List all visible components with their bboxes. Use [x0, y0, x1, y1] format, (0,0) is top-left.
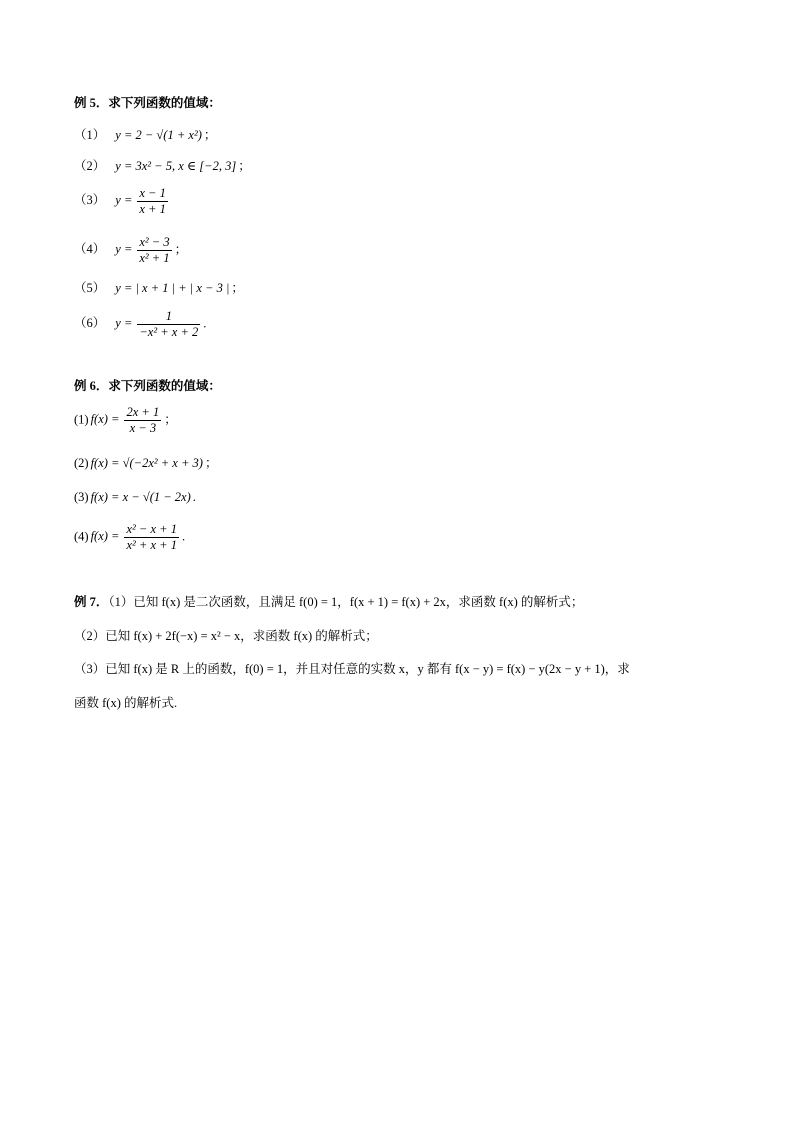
- item-tail: ；: [231, 281, 244, 295]
- numerator: 1: [137, 309, 200, 325]
- example-6-title: 例 6．求下列函数的值域：: [74, 379, 221, 393]
- item-tail: ；: [203, 128, 217, 142]
- formula: f(x) = x − √(1 − 2x): [90, 490, 191, 504]
- formula-lhs: y =: [115, 193, 133, 208]
- fraction: [137, 186, 167, 217]
- item-label: （5）: [74, 281, 106, 295]
- fraction: [124, 405, 161, 436]
- denominator: x² + 1: [139, 251, 170, 265]
- formula-lhs: y =: [115, 242, 133, 257]
- part-1-text: （1）已知 f(x) 是二次函数，且满足 f(0) = 1，f(x + 1) = f(x) + 2x，求函数 f(x) 的解析式；: [108, 595, 584, 609]
- numerator: x² − x + 1: [126, 522, 177, 536]
- example-7-title: 例 7．: [74, 595, 109, 609]
- item-tail: ；: [238, 159, 251, 173]
- item-label: (2): [74, 456, 89, 470]
- item-label: （3）: [74, 193, 106, 208]
- ex7-part-3: （3）已知 f(x) 是 R 上的函数，f(0) = 1，并且对任意的实数 x，y 都有 f(x − y) = f(x) − y(2x − y + 1)，求: [74, 662, 630, 676]
- item-label: （1）: [74, 128, 106, 142]
- numerator: x² − 3: [139, 235, 170, 249]
- fraction: [137, 235, 171, 266]
- ex5-item-5: [74, 282, 244, 295]
- item-tail: .: [192, 490, 196, 504]
- ex7-part-2: （2）已知 f(x) + 2f(−x) = x² − x，求函数 f(x) 的解析式；: [74, 629, 378, 643]
- item-tail: ；: [174, 242, 188, 257]
- denominator: x + 1: [139, 202, 166, 216]
- formula: y = 2 − √(1 + x²): [115, 128, 202, 142]
- formula-lhs: f(x) =: [90, 529, 120, 544]
- ex7-part-3-continued: 函数 f(x) 的解析式.: [74, 696, 178, 710]
- ex5-item-2: [74, 160, 251, 173]
- numerator: x − 1: [139, 186, 166, 200]
- item-tail: .: [203, 316, 207, 331]
- example-5-title: 例 5．求下列函数的值域：: [74, 96, 221, 110]
- ex6-item-4: [74, 522, 185, 553]
- item-label: （2）: [74, 159, 106, 173]
- item-tail: .: [181, 529, 186, 544]
- ex5-item-4: [74, 235, 187, 266]
- formula: y = 3x² − 5, x ∈ [−2, 3]: [115, 159, 237, 173]
- ex6-item-2: [74, 457, 217, 470]
- item-label: （6）: [74, 316, 106, 331]
- item-label: (4): [74, 529, 89, 544]
- fraction: [137, 309, 200, 340]
- denominator: x² + x + 1: [126, 538, 177, 552]
- denominator: −x² + x + 2: [139, 325, 199, 339]
- formula: f(x) = √(−2x² + x + 3): [90, 456, 203, 470]
- item-tail: ；: [164, 412, 177, 427]
- ex7-part-1: [74, 596, 583, 609]
- ex6-item-3: [74, 491, 196, 504]
- formula-lhs: f(x) =: [90, 412, 120, 427]
- numerator: 2x + 1: [126, 405, 160, 419]
- item-label: (1): [74, 412, 89, 427]
- fraction: [124, 522, 178, 553]
- ex5-item-1: [74, 129, 216, 142]
- item-label: （4）: [74, 242, 106, 257]
- denominator: x − 3: [129, 421, 157, 435]
- item-tail: ；: [204, 456, 218, 470]
- ex5-item-6: [74, 309, 206, 340]
- ex5-item-3: [74, 186, 171, 217]
- ex6-item-1: [74, 405, 177, 436]
- formula-lhs: y =: [115, 316, 133, 331]
- formula: y = | x + 1 | + | x − 3 |: [115, 281, 230, 295]
- item-label: (3): [74, 490, 89, 504]
